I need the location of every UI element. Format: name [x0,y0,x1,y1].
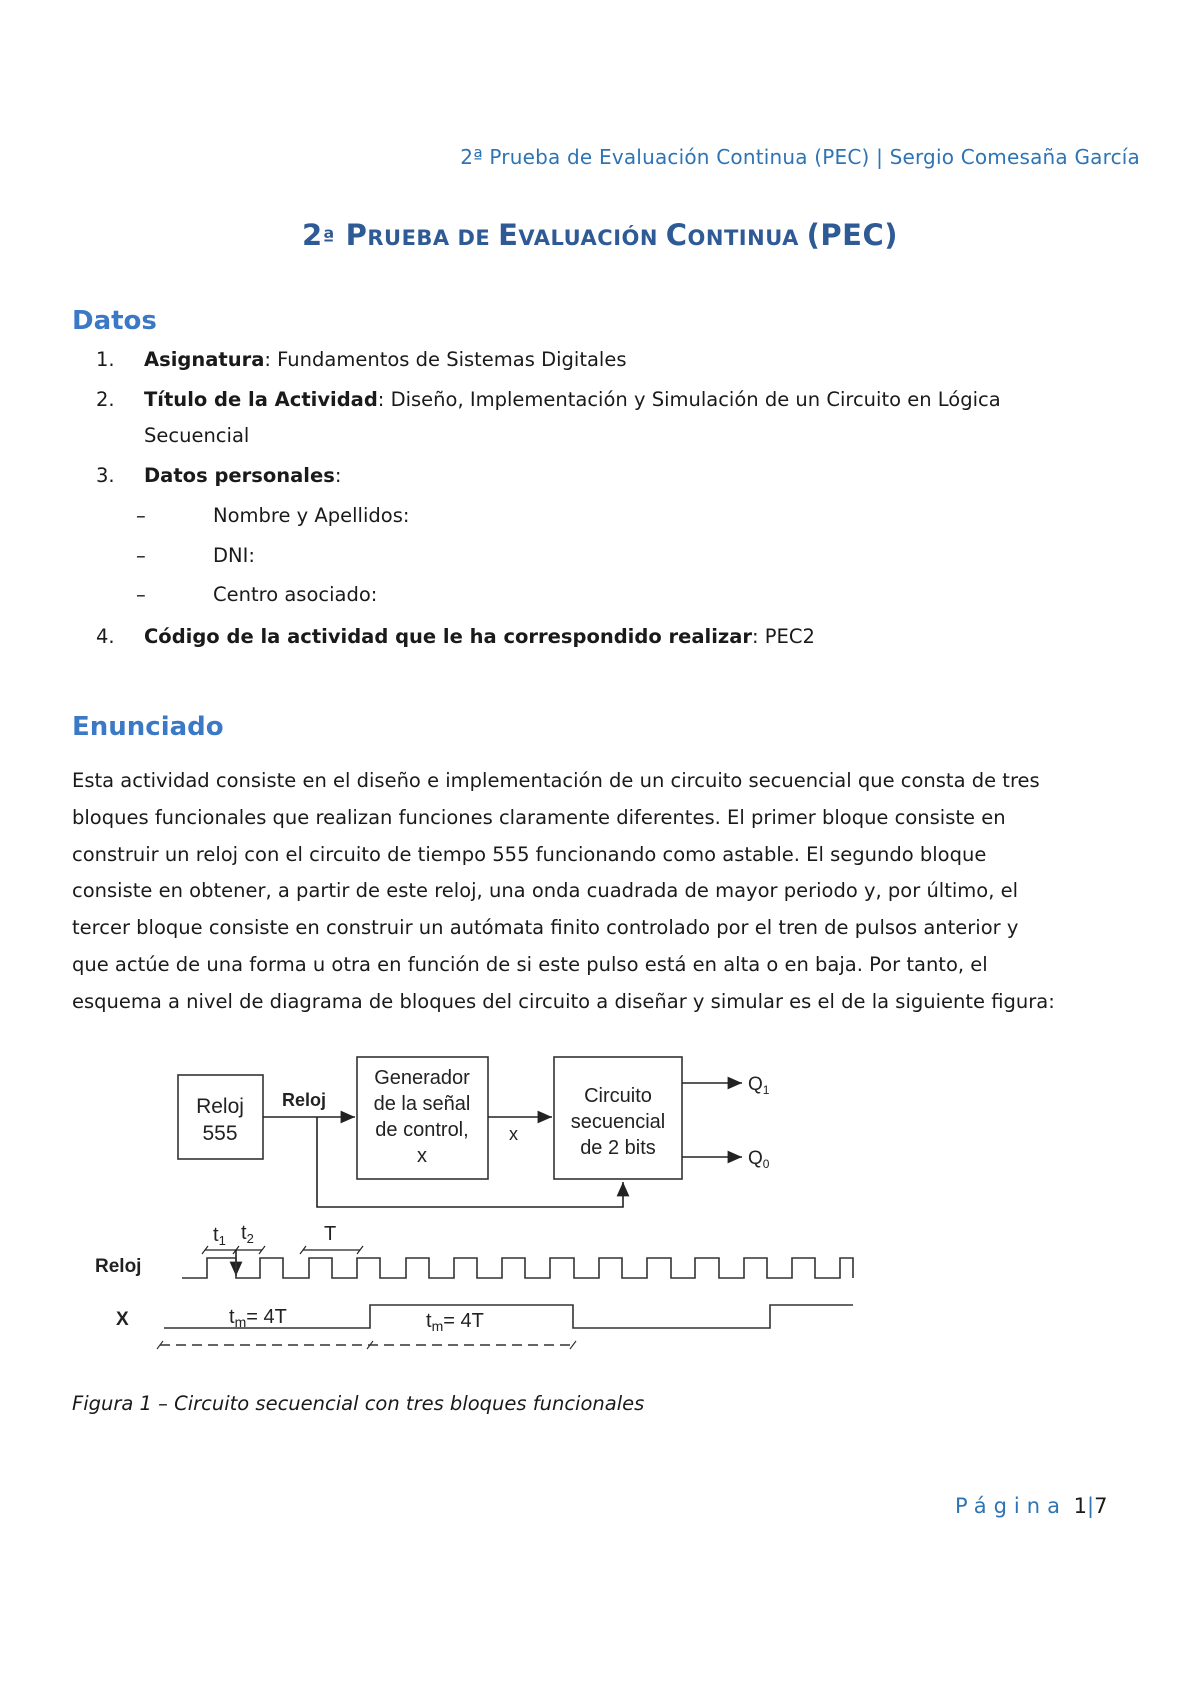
paragraph-line: consiste en obtener, a partir de este reloj, una onda cuadrada de mayor periodo y, por último, el [72,879,1019,903]
circuito-label: de 2 bits [580,1137,656,1159]
period-T-label: T [324,1223,337,1245]
sub-item-centro: – Centro asociado: [136,583,378,606]
x-wire-label: x [509,1124,518,1144]
reloj-555-label: Reloj [196,1095,244,1118]
document-title: 2ª PRUEBA DE EVALUACIÓN CONTINUA (PEC) [301,218,899,252]
paragraph-line: que actúe de una forma u otra en función de si este pulso está en alta o en baja. Por tanto, el [72,952,988,976]
generador-label: de control, [375,1119,469,1141]
datos-item-titulo-continuation: Secuencial [144,424,250,447]
generador-label: Generador [374,1067,470,1089]
dimension-tick [570,1341,576,1349]
circuito-label: Circuito [584,1085,652,1107]
tm2-label: $t_m= 4T$ [426,1310,484,1334]
block-diagram-figure [90,1040,890,1360]
timing-x-label: X [116,1309,129,1330]
sub-item-dni: – DNI: [136,544,255,567]
sub-item-nombre: – Nombre y Apellidos: [136,504,410,527]
generador-label: x [417,1145,427,1167]
enunciado-paragraph [72,763,1152,1021]
reloj-wire-label: Reloj [282,1090,327,1110]
q1-label: $Q_1$ [748,1074,770,1097]
timing-reloj-label: Reloj [95,1256,142,1277]
t1-label: $t_1$ [213,1224,226,1248]
tm1-label: $t_m= 4T$ [229,1306,287,1330]
datos-item-datos-personales: 3. Datos personales: [96,464,342,487]
datos-item-codigo: 4. Código de la actividad que le ha correspondido realizar: PEC2 [96,625,815,648]
paragraph-line: bloques funcionales que realizan funciones claramente diferentes. El primer bloque consiste en [72,805,1006,829]
q0-label: $Q_0$ [748,1148,770,1171]
t2-label: $t_2$ [241,1222,254,1246]
datos-heading: Datos [72,306,157,336]
paragraph-line: esquema a nivel de diagrama de bloques del circuito a diseñar y simular es el de la siguiente figura: [72,989,1055,1013]
page-number: Página 1|7 [955,1494,1108,1518]
paragraph-line: construir un reloj con el circuito de tiempo 555 funcionando como astable. El segundo bloque [72,842,987,866]
paragraph-line: Esta actividad consiste en el diseño e implementación de un circuito secuencial que consta de tres [72,769,1040,792]
running-header: 2ª Prueba de Evaluación Continua (PEC) | Sergio Comesaña García [460,145,1140,169]
enunciado-heading: Enunciado [72,712,224,742]
datos-item-asignatura: 1. Asignatura: Fundamentos de Sistemas Digitales [96,348,627,371]
paragraph-line: tercer bloque consiste en construir un autómata finito controlado por el tren de pulsos anterior y [72,916,1019,940]
reloj-555-label: 555 [202,1122,238,1145]
circuito-label: secuencial [570,1111,666,1133]
generador-label: de la señal [373,1093,471,1115]
datos-item-titulo: 2. Título de la Actividad: Diseño, Implementación y Simulación de un Circuito en Lógica [96,388,1001,411]
clock-waveform [182,1258,853,1278]
figure-caption: Figura 1 – Circuito secuencial con tres bloques funcionales [72,1392,645,1415]
